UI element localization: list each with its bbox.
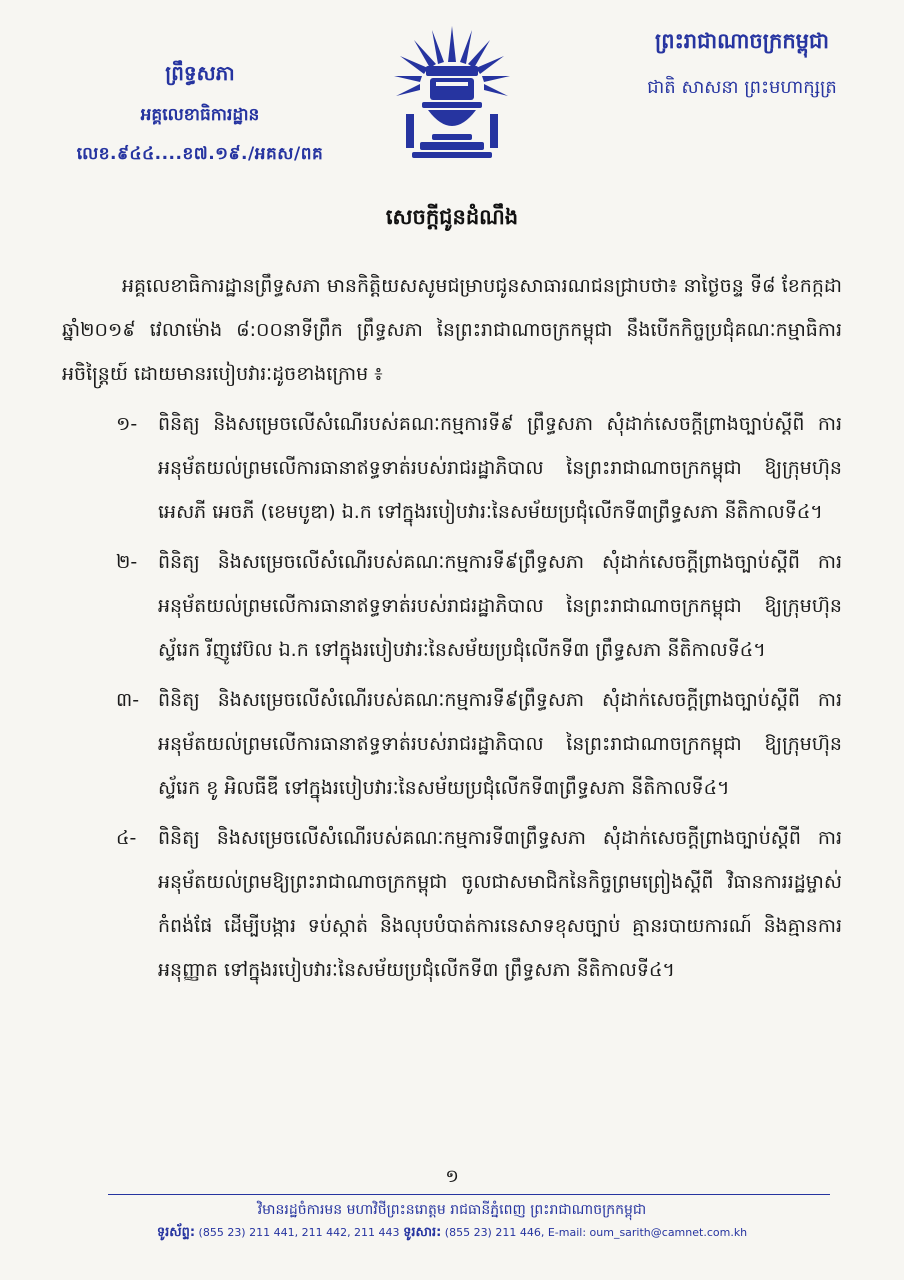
- fax-label: ទូរសារ:: [403, 1225, 442, 1240]
- footer-contact: [0, 1224, 904, 1243]
- agenda-item-text: ពិនិត្យ និងសម្រេចលើសំណើរបស់គណៈកម្មការទី៣ព្រឹទ្ធសភា សុំដាក់សេចក្ដីព្រាងច្បាប់ស្ដីពី ការអនុម័តយល់ព្រមឱ្យព្រះរាជាណាចក្រកម្ពុជា ចូលជាសមាជិកនៃកិច្ចព្រមព្រៀងស្ដីពី វិធានការរដ្ឋម្ចាស់កំពង់ផែ ដើម្បីបង្ការ ទប់ស្កាត់ និងលុបបំបាត់ការនេសាទខុសច្បាប់ គ្មានរបាយការណ៍ និងគ្មានការអនុញ្ញាត ទៅក្នុងរបៀបវារៈនៃសម័យប្រជុំលើកទី៣ ព្រឹទ្ធសភា នីតិកាលទី៤។: [158, 827, 842, 981]
- header-right: [592, 28, 892, 102]
- agenda-item: [116, 540, 842, 672]
- agenda-item-number: ៤-: [116, 827, 137, 849]
- agenda-item: [116, 402, 842, 534]
- agenda-item-number: ២-: [116, 551, 138, 573]
- header-left: [40, 60, 360, 168]
- agenda-item-number: ១-: [116, 413, 138, 435]
- agenda-item: [116, 678, 842, 810]
- agenda-item-number: ៣-: [116, 689, 140, 711]
- page-number: ១: [445, 1166, 459, 1187]
- phone-numbers: (855 23) 211 441, 211 442, 211 443: [198, 1226, 400, 1239]
- footer-divider: [108, 1194, 830, 1195]
- national-motto: ជាតិ សាសនា ព្រះមហាក្សត្រ: [647, 77, 837, 98]
- reference-number: លេខ.៩៤៤....ខ៧.១៩./អគស/ពគ: [76, 144, 324, 164]
- agenda-list: [116, 402, 842, 998]
- intro-text: អគ្គលេខាធិការដ្ឋានព្រឹទ្ធសភា មានកិត្តិយសសូមជម្រាបជូនសាធារណជនជ្រាបថា៖ នាថ្ងៃចន្ទ ទី៨ ខែកក្កដា ឆ្នាំ២០១៩ វេលាម៉ោង ៨:០០នាទីព្រឹក ព្រឹទ្ធសភា នៃព្រះរាជាណាចក្រកម្ពុជា នឹងបើកកិច្ចប្រជុំគណៈកម្មាធិការអចិន្ត្រៃយ៍ ដោយមានរបៀបវារៈដូចខាងក្រោម ៖: [62, 275, 842, 385]
- footer-address: វិមានរដ្ឋចំការមន មហាវិថីព្រះនរោត្តម រាជធានីភ្នំពេញ ព្រះរាជាណាចក្រកម្ពុជា: [257, 1202, 647, 1218]
- fax-email: (855 23) 211 446, E-mail: oum_sarith@camnet.com.kh: [444, 1226, 748, 1239]
- agenda-item-text: ពិនិត្យ និងសម្រេចលើសំណើរបស់គណៈកម្មការទី៩ព្រឹទ្ធសភា សុំដាក់សេចក្ដីព្រាងច្បាប់ស្ដីពី ការអនុម័តយល់ព្រមលើការធានាឥទ្ធទាត់របស់រាជរដ្ឋាភិបាល នៃព្រះរាជាណាចក្រកម្ពុជា ឱ្យក្រុមហ៊ុន ស្ទ័រេក រីញូវេប៊ល ឯ.ក ទៅក្នុងរបៀបវារៈនៃសម័យប្រជុំលើកទី៣ ព្រឹទ្ធសភា នីតិកាលទី៤។: [158, 551, 842, 661]
- intro-paragraph: [62, 264, 842, 396]
- institution-name: ព្រឹទ្ធសភា: [165, 61, 235, 85]
- agenda-item: [116, 816, 842, 992]
- agenda-item-text: ពិនិត្យ និងសម្រេចលើសំណើរបស់គណៈកម្មការទី៩ព្រឹទ្ធសភា សុំដាក់សេចក្ដីព្រាងច្បាប់ស្ដីពី ការអនុម័តយល់ព្រមលើការធានាឥទ្ធទាត់របស់រាជរដ្ឋាភិបាល នៃព្រះរាជាណាចក្រកម្ពុជា ឱ្យក្រុមហ៊ុន ស្ទ័រេក ខូ អិលធីឌី ទៅក្នុងរបៀបវារៈនៃសម័យប្រជុំលើកទី៣ព្រឹទ្ធសភា នីតិកាលទី៤។: [158, 689, 842, 799]
- phone-label: ទូរស័ព្ទ:: [156, 1225, 196, 1240]
- department-name: អគ្គលេខាធិការដ្ឋាន: [140, 105, 260, 125]
- royal-emblem-icon: [392, 22, 512, 160]
- kingdom-name: ព្រះរាជាណាចក្រកម្ពុជា: [654, 29, 829, 53]
- agenda-item-text: ពិនិត្យ និងសម្រេចលើសំណើរបស់គណៈកម្មការទី៩ ព្រឹទ្ធសភា សុំដាក់សេចក្ដីព្រាងច្បាប់ស្ដីពី ការអនុម័តយល់ព្រមលើការធានាឥទ្ធទាត់របស់រាជរដ្ឋាភិបាល នៃព្រះរាជាណាចក្រកម្ពុជា ឱ្យក្រុមហ៊ុន អេសភី អេចភី (ខេមបូឌា) ឯ.ក ទៅក្នុងរបៀបវារៈនៃសម័យប្រជុំលើកទី៣ព្រឹទ្ធសភា នីតិកាលទី៤។: [158, 413, 842, 523]
- document-title: សេចក្ដីជូនដំណឹង: [385, 205, 519, 229]
